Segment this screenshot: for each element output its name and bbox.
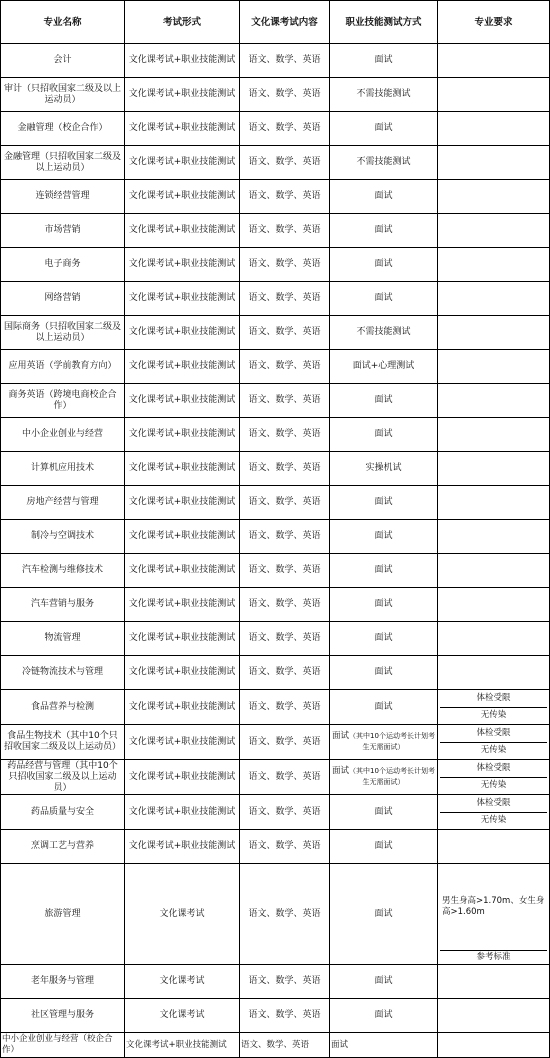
skill-test-main: 面试: [332, 766, 350, 776]
requirement-cell: [438, 622, 550, 656]
table-row: [1, 760, 550, 795]
major-name-cell: 房地产经营与管理: [1, 486, 125, 520]
requirement-cell: [438, 864, 550, 965]
exam-form-cell: 文化课考试+职业技能测试: [125, 1033, 240, 1058]
culture-content-cell: 语文、数学、英语: [240, 656, 330, 690]
culture-content-cell: 语文、数学、英语: [240, 214, 330, 248]
requirement-cell: [438, 44, 550, 78]
exam-form-cell: 文化课考试+职业技能测试: [125, 418, 240, 452]
major-name-cell: 药品经营与管理（其中10个只招收国家二级及以上运动员）: [1, 760, 125, 795]
table-row: [1, 554, 550, 588]
requirement-cell: [438, 418, 550, 452]
table-row: [1, 248, 550, 282]
requirement-cell: [438, 725, 550, 760]
skill-test-cell: 不需技能测试: [330, 316, 438, 350]
exam-form-cell: 文化课考试+职业技能测试: [125, 554, 240, 588]
header-requirement: 专业要求: [438, 1, 550, 44]
table-row: [1, 1033, 550, 1058]
requirement-cell: [438, 830, 550, 864]
skill-test-cell: 面试: [330, 112, 438, 146]
requirement-cell: [438, 486, 550, 520]
culture-content-cell: 语文、数学、英语: [240, 180, 330, 214]
table-row: [1, 830, 550, 864]
exam-form-cell: 文化课考试+职业技能测试: [125, 656, 240, 690]
exam-form-cell: 文化课考试+职业技能测试: [125, 350, 240, 384]
culture-content-cell: 语文、数学、英语: [240, 418, 330, 452]
major-name-cell: 旅游管理: [1, 864, 125, 965]
table-row: [1, 418, 550, 452]
major-name-cell: 连锁经营管理: [1, 180, 125, 214]
culture-content-cell: 语文、数学、英语: [240, 78, 330, 112]
table-row: [1, 656, 550, 690]
major-name-cell: 应用英语（学前教育方向）: [1, 350, 125, 384]
requirement-cell: [438, 452, 550, 486]
table-row: [1, 384, 550, 418]
culture-content-cell: 语文、数学、英语: [240, 520, 330, 554]
major-name-cell: 商务英语（跨境电商校企合作）: [1, 384, 125, 418]
major-name-cell: 中小企业创业与经营（校企合作）: [1, 1033, 125, 1058]
major-name-cell: 网络营销: [1, 282, 125, 316]
skill-test-cell: 面试: [330, 520, 438, 554]
culture-content-cell: 语文、数学、英语: [240, 965, 330, 999]
requirement-cell: [438, 282, 550, 316]
skill-test-note: （其中10个运动考长计划考生无需面试）: [349, 732, 435, 751]
exam-form-cell: 文化课考试+职业技能测试: [125, 486, 240, 520]
table-row: [1, 588, 550, 622]
requirement-physical: 体检受限: [476, 797, 511, 808]
exam-form-cell: 文化课考试+职业技能测试: [125, 180, 240, 214]
table-row: [1, 316, 550, 350]
culture-content-cell: 语文、数学、英语: [240, 486, 330, 520]
culture-content-cell: 语文、数学、英语: [240, 622, 330, 656]
culture-content-cell: 语文、数学、英语: [240, 864, 330, 965]
culture-content-cell: 语文、数学、英语: [240, 350, 330, 384]
culture-content-cell: 语文、数学、英语: [240, 384, 330, 418]
table-row: [1, 520, 550, 554]
requirement-cell: [438, 795, 550, 830]
requirement-cell: [438, 146, 550, 180]
major-name-cell: 审计（只招收国家二级及以上运动员）: [1, 78, 125, 112]
requirement-no-infection: 无传染: [440, 707, 547, 725]
requirement-cell: [438, 350, 550, 384]
skill-test-cell: 面试: [330, 622, 438, 656]
major-name-cell: 汽车检测与维修技术: [1, 554, 125, 588]
major-name-cell: 药品质量与安全: [1, 795, 125, 830]
requirement-cell: [438, 520, 550, 554]
skill-test-cell: 面试: [330, 486, 438, 520]
culture-content-cell: 语文、数学、英语: [240, 248, 330, 282]
exam-form-cell: 文化课考试+职业技能测试: [125, 760, 240, 795]
skill-test-cell: 面试: [330, 180, 438, 214]
skill-test-cell: 面试: [330, 864, 438, 965]
requirement-physical: 体检受限: [476, 727, 511, 738]
exam-form-cell: 文化课考试+职业技能测试: [125, 588, 240, 622]
requirement-cell: [438, 999, 550, 1033]
culture-content-cell: 语文、数学、英语: [240, 725, 330, 760]
requirement-cell: [438, 554, 550, 588]
skill-test-cell: 面试: [330, 830, 438, 864]
major-name-cell: 金融管理（只招收国家二级及以上运动员）: [1, 146, 125, 180]
table-row: [1, 486, 550, 520]
requirement-no-infection: 无传染: [440, 742, 547, 760]
skill-test-cell: 面试+心理测试: [330, 350, 438, 384]
table-row: [1, 180, 550, 214]
exam-form-cell: 文化课考试+职业技能测试: [125, 830, 240, 864]
table-row: [1, 146, 550, 180]
exam-form-cell: 文化课考试+职业技能测试: [125, 44, 240, 78]
exam-form-cell: 文化课考试+职业技能测试: [125, 452, 240, 486]
skill-test-cell: [330, 725, 438, 760]
skill-test-cell: 面试: [330, 588, 438, 622]
major-name-cell: 电子商务: [1, 248, 125, 282]
skill-test-cell: 不需技能测试: [330, 78, 438, 112]
exam-form-cell: 文化课考试+职业技能测试: [125, 520, 240, 554]
skill-test-cell: 不需技能测试: [330, 146, 438, 180]
table-row: [1, 452, 550, 486]
skill-test-cell: 面试: [330, 384, 438, 418]
requirement-cell: [438, 316, 550, 350]
header-major-name: 专业名称: [1, 1, 125, 44]
exam-form-cell: 文化课考试+职业技能测试: [125, 725, 240, 760]
skill-test-cell: 面试: [330, 554, 438, 588]
exam-form-cell: 文化课考试: [125, 864, 240, 965]
culture-content-cell: 语文、数学、英语: [240, 1033, 330, 1058]
major-name-cell: 食品生物技术（其中10个只招收国家二级及以上运动员）: [1, 725, 125, 760]
culture-content-cell: 语文、数学、英语: [240, 999, 330, 1033]
major-name-cell: 国际商务（只招收国家二级及以上运动员）: [1, 316, 125, 350]
exam-form-cell: 文化课考试+职业技能测试: [125, 112, 240, 146]
skill-test-note: （其中10个运动考长计划考生无需面试）: [349, 767, 435, 786]
table-row: [1, 622, 550, 656]
culture-content-cell: 语文、数学、英语: [240, 44, 330, 78]
skill-test-cell: 面试: [330, 248, 438, 282]
major-name-cell: 中小企业创业与经营: [1, 418, 125, 452]
header-skill-test: 职业技能测试方式: [330, 1, 438, 44]
culture-content-cell: 语文、数学、英语: [240, 760, 330, 795]
culture-content-cell: 语文、数学、英语: [240, 795, 330, 830]
table-row: [1, 214, 550, 248]
requirement-reference: 参考标准: [440, 950, 547, 964]
requirement-cell: [438, 180, 550, 214]
requirement-cell: [438, 588, 550, 622]
requirement-physical: 体检受限: [476, 762, 511, 773]
culture-content-cell: 语文、数学、英语: [240, 452, 330, 486]
exam-form-cell: 文化课考试: [125, 965, 240, 999]
requirement-cell: [438, 690, 550, 725]
culture-content-cell: 语文、数学、英语: [240, 588, 330, 622]
skill-test-cell: 面试: [330, 999, 438, 1033]
table-row: [1, 282, 550, 316]
requirement-cell: [438, 78, 550, 112]
exam-form-cell: 文化课考试+职业技能测试: [125, 78, 240, 112]
table-row: [1, 44, 550, 78]
requirement-no-infection: 无传染: [440, 812, 547, 830]
culture-content-cell: 语文、数学、英语: [240, 830, 330, 864]
requirement-cell: [438, 1033, 550, 1058]
major-name-cell: 会计: [1, 44, 125, 78]
table-row: [1, 78, 550, 112]
requirement-cell: [438, 214, 550, 248]
skill-test-cell: 面试: [330, 44, 438, 78]
exam-form-cell: 文化课考试+职业技能测试: [125, 248, 240, 282]
exam-form-cell: 文化课考试: [125, 999, 240, 1033]
culture-content-cell: 语文、数学、英语: [240, 554, 330, 588]
skill-test-cell: 面试: [330, 795, 438, 830]
requirement-cell: [438, 656, 550, 690]
major-name-cell: 社区管理与服务: [1, 999, 125, 1033]
table-row: [1, 725, 550, 760]
skill-test-cell: 面试: [330, 214, 438, 248]
culture-content-cell: 语文、数学、英语: [240, 112, 330, 146]
major-name-cell: 汽车营销与服务: [1, 588, 125, 622]
exam-form-cell: 文化课考试+职业技能测试: [125, 214, 240, 248]
major-name-cell: 计算机应用技术: [1, 452, 125, 486]
table-row: [1, 112, 550, 146]
culture-content-cell: 语文、数学、英语: [240, 282, 330, 316]
skill-test-cell: 面试: [330, 282, 438, 316]
table-row: [1, 795, 550, 830]
table-body: [1, 44, 550, 1058]
culture-content-cell: 语文、数学、英语: [240, 316, 330, 350]
skill-test-cell: 面试: [330, 1033, 438, 1058]
major-name-cell: 金融管理（校企合作）: [1, 112, 125, 146]
major-name-cell: 烹调工艺与营养: [1, 830, 125, 864]
skill-test-cell: 实操机试: [330, 452, 438, 486]
requirement-cell: [438, 384, 550, 418]
table-row: [1, 350, 550, 384]
requirement-cell: [438, 760, 550, 795]
exam-form-cell: 文化课考试+职业技能测试: [125, 146, 240, 180]
skill-test-cell: 面试: [330, 656, 438, 690]
requirement-height: 男生身高>1.70m、女生身高>1.60m: [442, 896, 545, 917]
culture-content-cell: 语文、数学、英语: [240, 146, 330, 180]
skill-test-cell: [330, 760, 438, 795]
table-row: [1, 965, 550, 999]
skill-test-cell: 面试: [330, 690, 438, 725]
culture-content-cell: 语文、数学、英语: [240, 690, 330, 725]
major-name-cell: 老年服务与管理: [1, 965, 125, 999]
header-exam-form: 考试形式: [125, 1, 240, 44]
major-name-cell: 市场营销: [1, 214, 125, 248]
major-name-cell: 食品营养与检测: [1, 690, 125, 725]
header-culture-content: 文化课考试内容: [240, 1, 330, 44]
table-row: [1, 999, 550, 1033]
skill-test-main: 面试: [332, 731, 350, 741]
requirement-cell: [438, 965, 550, 999]
table-row: [1, 864, 550, 965]
requirement-cell: [438, 112, 550, 146]
header-row: [1, 1, 550, 44]
skill-test-cell: 面试: [330, 418, 438, 452]
requirement-cell: [438, 248, 550, 282]
table-row: [1, 690, 550, 725]
requirement-no-infection: 无传染: [440, 777, 547, 795]
exam-form-cell: 文化课考试+职业技能测试: [125, 384, 240, 418]
major-name-cell: 制冷与空调技术: [1, 520, 125, 554]
exam-form-cell: 文化课考试+职业技能测试: [125, 622, 240, 656]
major-name-cell: 冷链物流技术与管理: [1, 656, 125, 690]
exam-form-cell: 文化课考试+职业技能测试: [125, 795, 240, 830]
exam-form-cell: 文化课考试+职业技能测试: [125, 282, 240, 316]
exam-form-cell: 文化课考试+职业技能测试: [125, 316, 240, 350]
exam-form-cell: 文化课考试+职业技能测试: [125, 690, 240, 725]
skill-test-cell: 面试: [330, 965, 438, 999]
major-name-cell: 物流管理: [1, 622, 125, 656]
requirement-physical: 体检受限: [476, 692, 511, 703]
